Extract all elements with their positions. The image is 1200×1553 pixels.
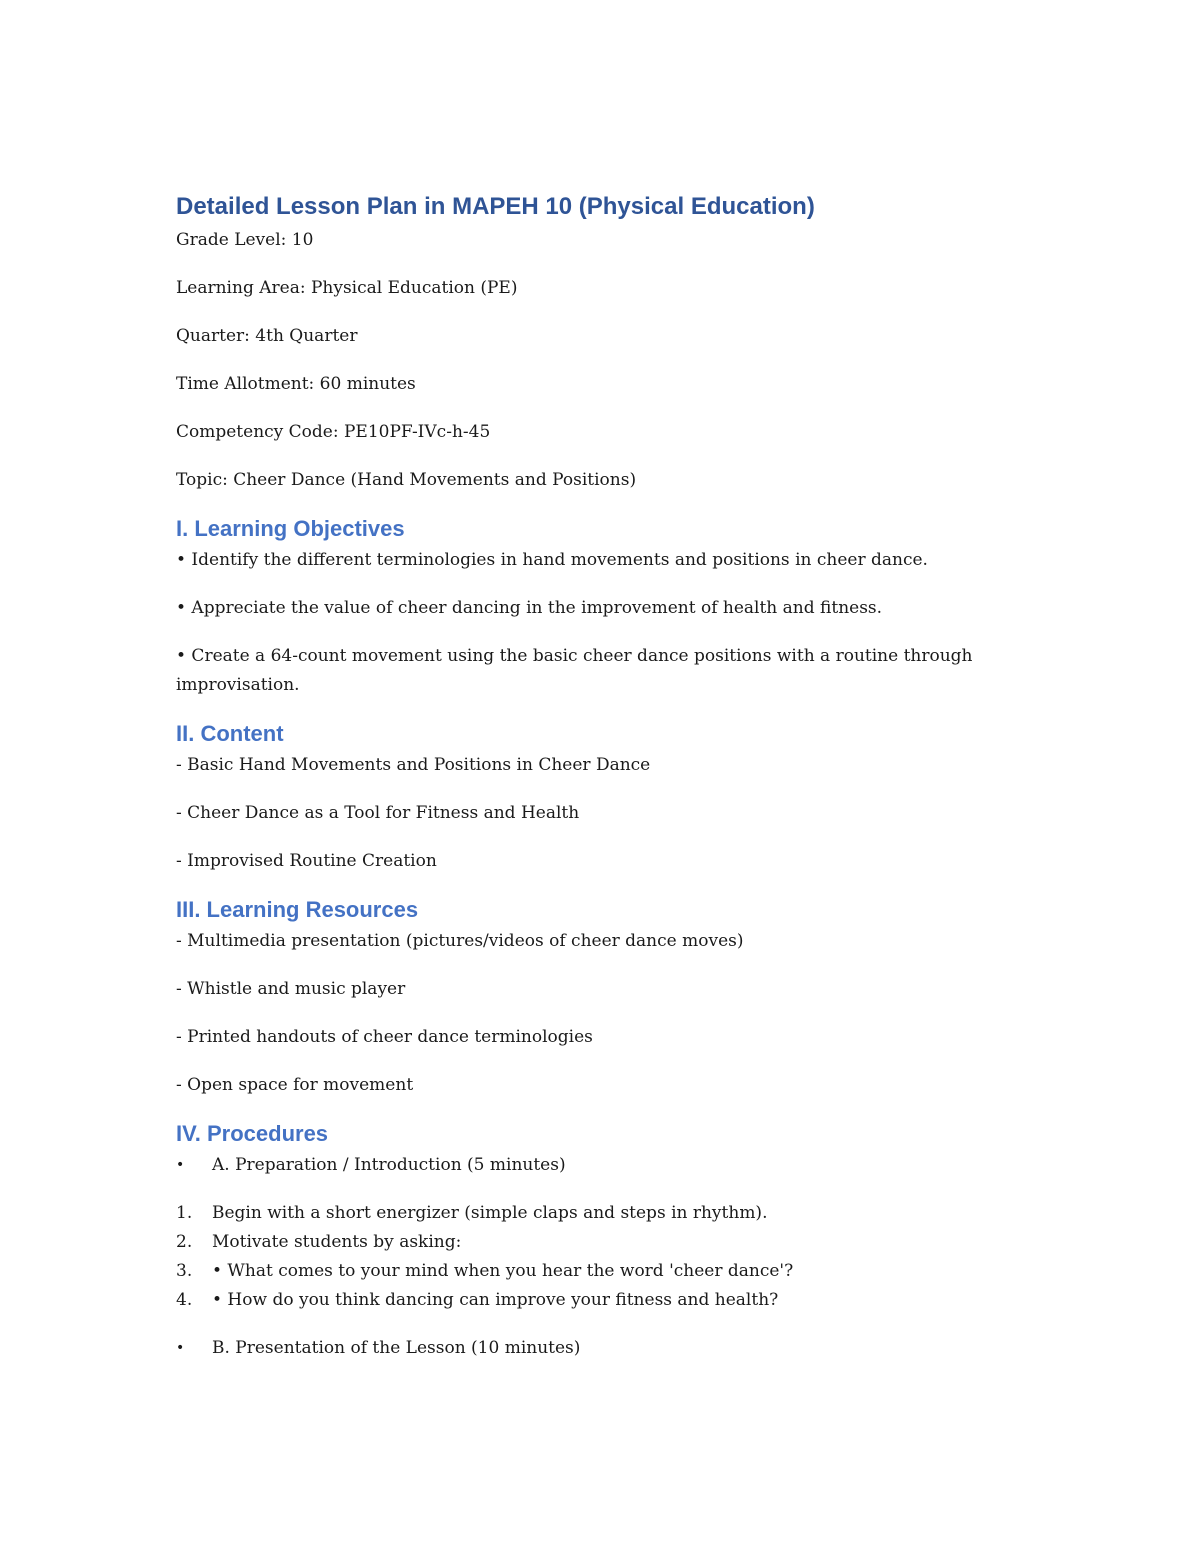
resource-item: - Whistle and music player [176, 979, 406, 999]
procedure-steps-list [176, 1199, 1036, 1315]
step-number: 1. [176, 1203, 193, 1223]
meta-quarter: Quarter: 4th Quarter [176, 326, 358, 346]
procedure-step [176, 1257, 1036, 1286]
bullet-icon: • [176, 1157, 185, 1173]
section-content [176, 719, 1036, 876]
objective-item: • Create a 64-count movement using the basic cheer dance positions with a routine through improvisation. [176, 646, 973, 695]
bullet-icon: • [176, 1340, 185, 1356]
section-procedures [176, 1119, 1036, 1363]
section-heading: I. Learning Objectives [176, 516, 405, 541]
procedure-bullet-b [176, 1334, 1036, 1363]
document-body [176, 190, 1036, 1382]
step-text: • How do you think dancing can improve your fitness and health? [212, 1290, 779, 1310]
document-title: Detailed Lesson Plan in MAPEH 10 (Physical Education) [176, 193, 815, 220]
procedure-step [176, 1228, 1036, 1257]
step-number: 3. [176, 1261, 193, 1281]
procedure-bullet-a [176, 1151, 1036, 1180]
step-number: 2. [176, 1232, 193, 1252]
meta-learning-area: Learning Area: Physical Education (PE) [176, 278, 518, 298]
section-learning-objectives [176, 514, 1036, 700]
resource-item: - Multimedia presentation (pictures/videos of cheer dance moves) [176, 931, 744, 951]
content-item: - Basic Hand Movements and Positions in Cheer Dance [176, 755, 651, 775]
step-text: • What comes to your mind when you hear the word 'cheer dance'? [212, 1261, 794, 1281]
step-text: Begin with a short energizer (simple claps and steps in rhythm). [212, 1203, 768, 1223]
meta-topic: Topic: Cheer Dance (Hand Movements and Positions) [176, 470, 637, 490]
meta-grade-level: Grade Level: 10 [176, 230, 314, 250]
meta-time-allotment: Time Allotment: 60 minutes [176, 374, 416, 394]
resource-item: - Printed handouts of cheer dance terminologies [176, 1027, 593, 1047]
procedure-bullet-text: A. Preparation / Introduction (5 minutes) [212, 1155, 566, 1175]
procedure-bullet-text: B. Presentation of the Lesson (10 minutes) [212, 1338, 581, 1358]
section-heading: III. Learning Resources [176, 897, 419, 922]
section-learning-resources [176, 895, 1036, 1100]
section-heading: IV. Procedures [176, 1121, 329, 1146]
procedure-step [176, 1286, 1036, 1315]
step-number: 4. [176, 1290, 193, 1310]
step-text: Motivate students by asking: [212, 1232, 462, 1252]
objective-item: • Appreciate the value of cheer dancing in the improvement of health and fitness. [176, 598, 883, 618]
content-item: - Improvised Routine Creation [176, 851, 437, 871]
content-item: - Cheer Dance as a Tool for Fitness and Health [176, 803, 580, 823]
procedure-step [176, 1199, 1036, 1228]
section-heading: II. Content [176, 721, 284, 746]
meta-competency-code: Competency Code: PE10PF-IVc-h-45 [176, 422, 491, 442]
resource-item: - Open space for movement [176, 1075, 414, 1095]
objective-item: • Identify the different terminologies in hand movements and positions in cheer dance. [176, 550, 928, 570]
